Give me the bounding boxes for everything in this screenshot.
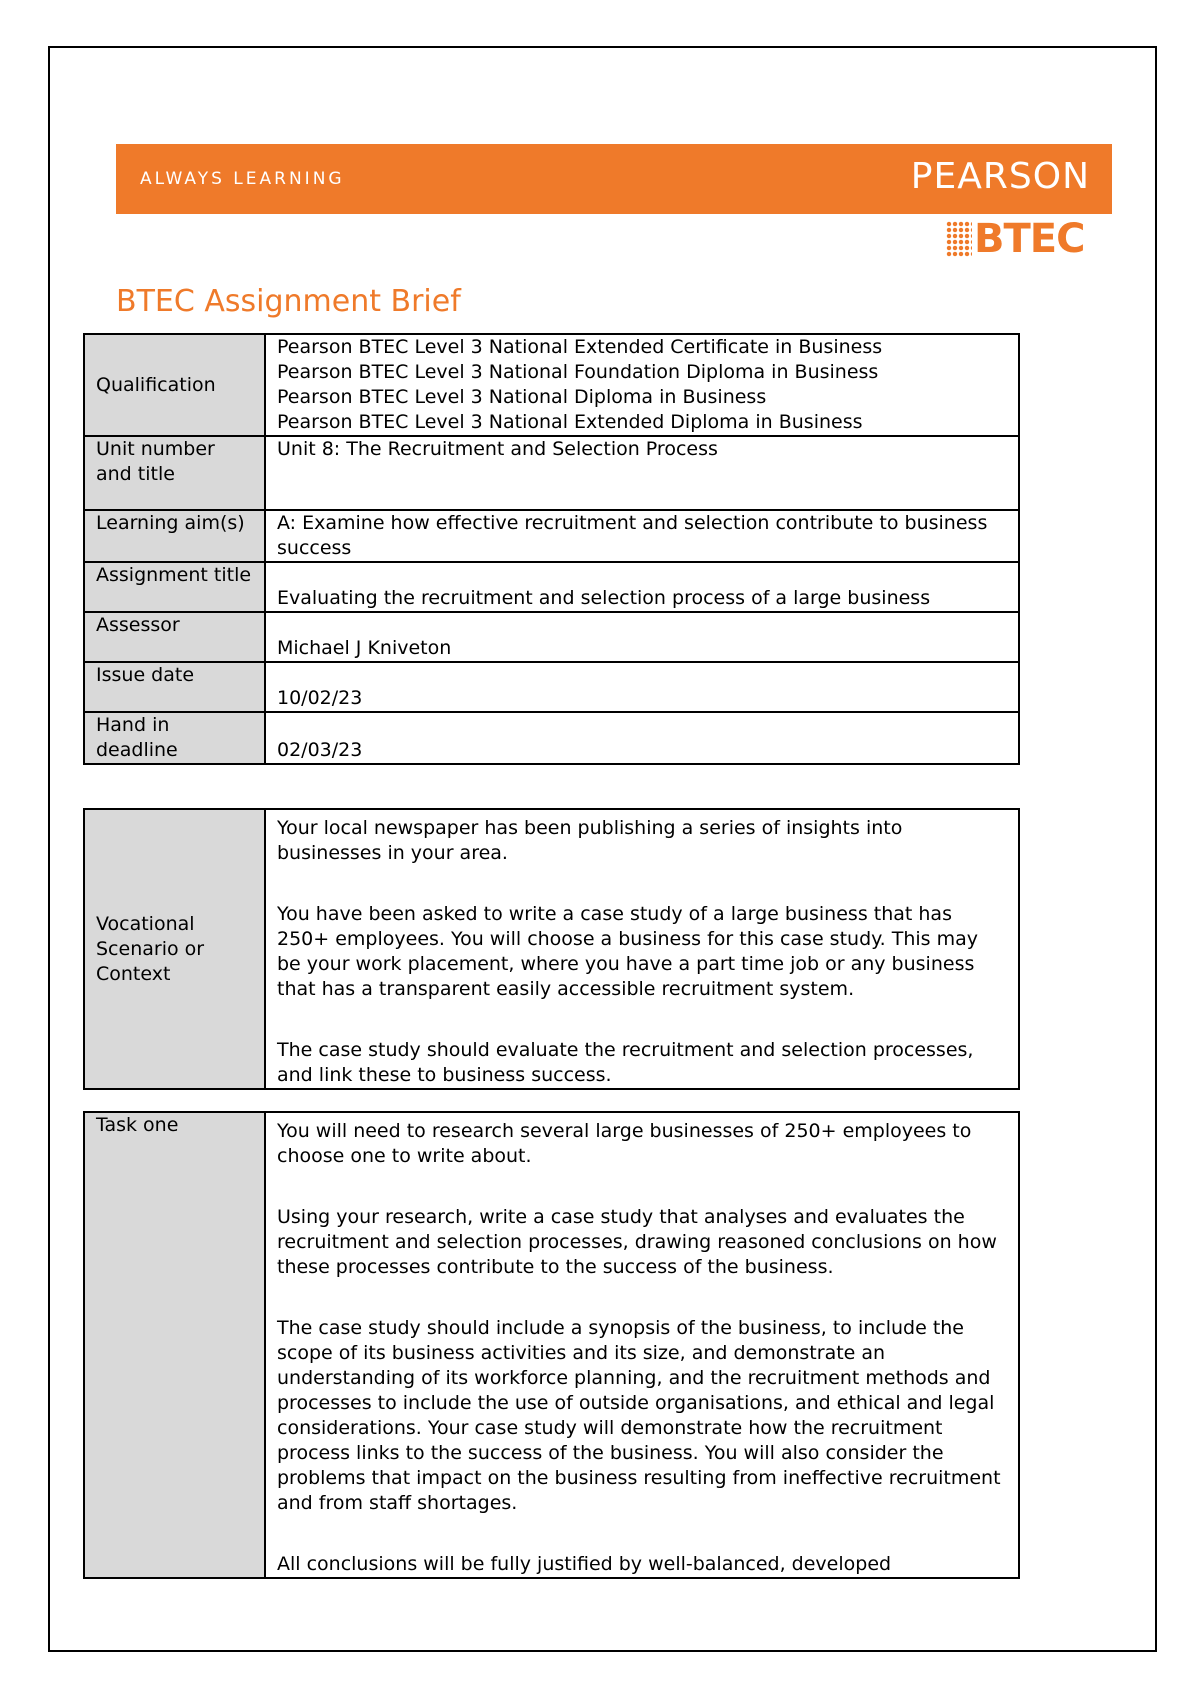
btec-dots-icon <box>946 221 972 257</box>
table-row <box>84 510 1019 562</box>
qualification-line: Pearson BTEC Level 3 National Diploma in Business <box>277 386 767 408</box>
btec-logo <box>946 214 1084 264</box>
scenario-paragraph: The case study should evaluate the recruitment and selection processes, and link these to business success. <box>277 1039 974 1086</box>
task-one-label: Task one <box>84 1112 265 1578</box>
qualification-line: Pearson BTEC Level 3 National Extended Certificate in Business <box>277 336 883 358</box>
details-table <box>83 333 1020 765</box>
table-row <box>84 436 1019 510</box>
table-row <box>84 662 1019 712</box>
table-row <box>84 809 1019 1089</box>
assignment-title-label: Assignment title <box>84 562 265 612</box>
pearson-banner <box>116 144 1112 214</box>
pearson-logo: PEARSON <box>910 156 1090 197</box>
table-row <box>84 712 1019 764</box>
task-paragraph: The case study should include a synopsis of the business, to include the scope of its business activities and its size, and demonstrate an understanding of its workforce planning, and the recruitment methods and processes to include the use of outside organisations, and ethical and legal considerations. Your case study will demonstrate how the recruitment process links to the success of the business. You will also consider the problems that impact on the business resulting from ineffective recruitment and from staff shortages. <box>277 1317 1001 1514</box>
issue-date-label: Issue date <box>84 662 265 712</box>
qualification-line: Pearson BTEC Level 3 National Extended Diploma in Business <box>277 411 863 433</box>
table-row <box>84 612 1019 662</box>
table-row <box>84 1112 1019 1578</box>
task-one-table <box>83 1111 1020 1579</box>
scenario-table <box>83 808 1020 1090</box>
assessor-value: Michael J Kniveton <box>265 612 1019 662</box>
qualification-label: Qualification <box>84 334 265 436</box>
table-row <box>84 562 1019 612</box>
task-paragraph: Using your research, write a case study that analyses and evaluates the recruitment and selection processes, drawing reasoned conclusions on how these processes contribute to the success of the business. <box>277 1206 997 1278</box>
task-paragraph: All conclusions will be fully justified by well-balanced, developed <box>277 1553 892 1575</box>
assignment-title-value: Evaluating the recruitment and selection process of a large business <box>265 562 1019 612</box>
scenario-paragraph: Your local newspaper has been publishing a series of insights into businesses in your area. <box>277 817 903 864</box>
scenario-paragraph: You have been asked to write a case study of a large business that has 250+ employees. You will choose a business for this case study. This may be your work placement, where you have a part time job or any business that has a transparent easily accessible recruitment system. <box>277 903 979 1000</box>
banner-tagline: ALWAYS LEARNING <box>140 169 345 189</box>
issue-date-value: 10/02/23 <box>265 662 1019 712</box>
assessor-label: Assessor <box>84 612 265 662</box>
scenario-label: Vocational Scenario or Context <box>84 809 265 1089</box>
qualification-line: Pearson BTEC Level 3 National Foundation Diploma in Business <box>277 361 879 383</box>
deadline-value: 02/03/23 <box>265 712 1019 764</box>
page-title: BTEC Assignment Brief <box>116 284 461 319</box>
qualification-value <box>265 334 1019 436</box>
task-one-text <box>265 1112 1019 1578</box>
unit-label: Unit number and title <box>84 436 265 510</box>
deadline-label: Hand in deadline <box>84 712 265 764</box>
learning-aim-value: A: Examine how effective recruitment and selection contribute to business success <box>265 510 1019 562</box>
scenario-text <box>265 809 1019 1089</box>
learning-aim-label: Learning aim(s) <box>84 510 265 562</box>
btec-logo-text: BTEC <box>974 216 1085 262</box>
task-paragraph: You will need to research several large businesses of 250+ employees to choose one to write about. <box>277 1120 972 1167</box>
unit-value: Unit 8: The Recruitment and Selection Process <box>265 436 1019 510</box>
table-row <box>84 334 1019 436</box>
